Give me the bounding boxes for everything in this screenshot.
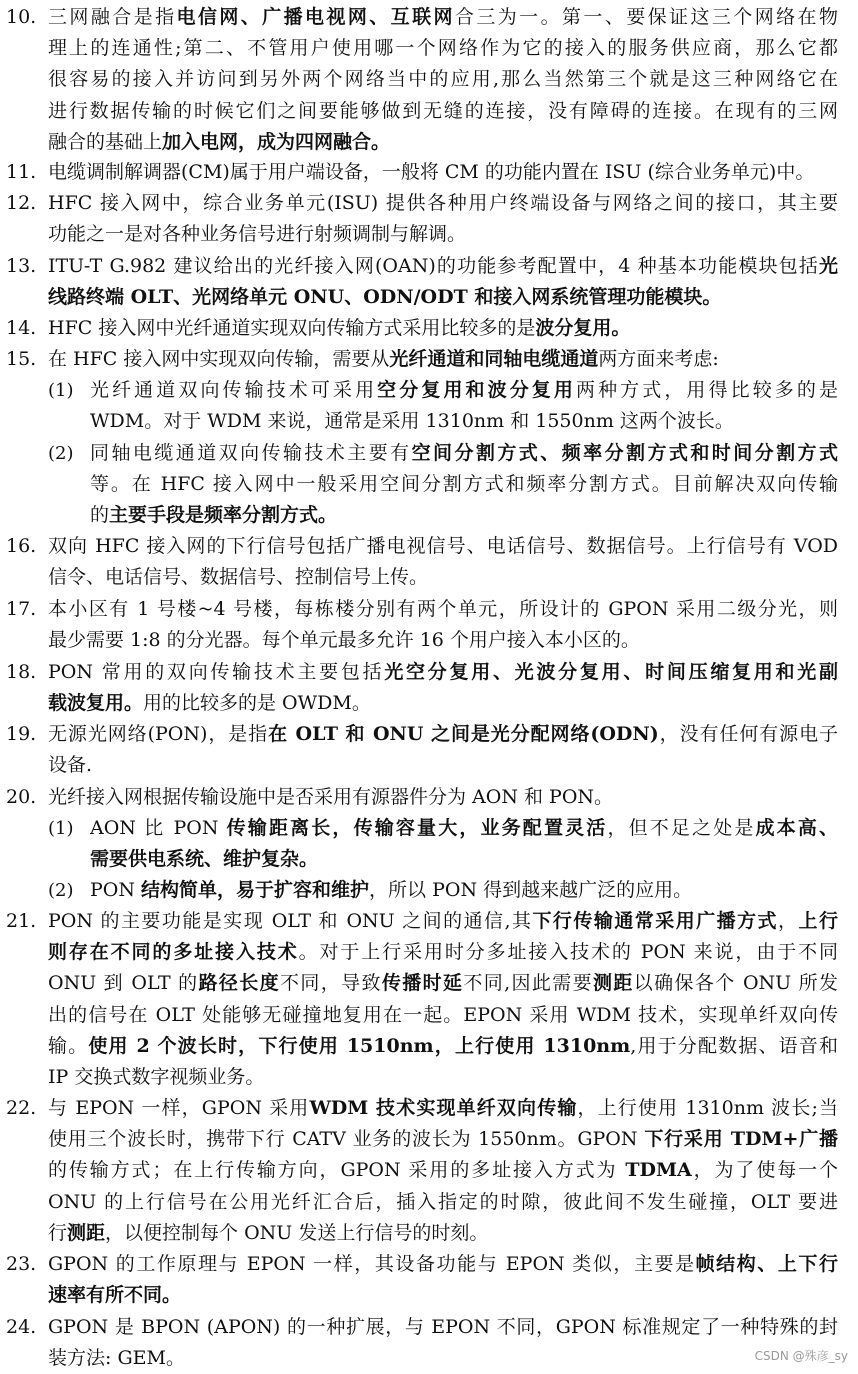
bold-text: 帧结构、上下行 bbox=[695, 1253, 838, 1275]
watermark: CSDN @殊彦_sy bbox=[754, 1349, 848, 1363]
bold-text: 测距 bbox=[67, 1221, 106, 1244]
text-segment: 行 bbox=[48, 1221, 68, 1244]
text-segment: 理上的连通性;第二、不管用户使用哪一个网络作为它的接入的服务供应商，那么它都 bbox=[48, 37, 838, 60]
text-segment: ONU 到 OLT 的 bbox=[48, 972, 199, 995]
text-segment: AON 比 PON bbox=[90, 817, 227, 839]
text-line bbox=[48, 1280, 838, 1311]
bold-text: 空分复用和波分复用 bbox=[377, 379, 576, 401]
text-line bbox=[48, 1093, 838, 1124]
text-line bbox=[48, 251, 838, 282]
text-segment: 在 HFC 接入网中实现双向传输，需要从 bbox=[48, 348, 390, 370]
text-line bbox=[48, 157, 838, 188]
bold-text: 速率有所不同。 bbox=[48, 1284, 182, 1307]
text-segment: IP 交换式数字视频业务。 bbox=[48, 1066, 265, 1088]
text-segment: PON bbox=[90, 879, 142, 901]
text-segment: PON 常用的双向传输技术主要包括 bbox=[48, 661, 385, 683]
text-line bbox=[90, 406, 838, 437]
list-item bbox=[0, 1249, 858, 1311]
text-segment: 光纤通道双向传输技术可采用 bbox=[90, 379, 378, 401]
item-number: 22. bbox=[6, 1097, 37, 1119]
text-line bbox=[48, 1218, 838, 1249]
bold-text: 成本高、 bbox=[755, 817, 838, 839]
item-number: 11. bbox=[6, 161, 37, 183]
text-segment: 最少需要 1:8 的分光器。每个单元最多允许 16 个用户接入本小区的。 bbox=[48, 629, 640, 652]
text-line bbox=[48, 1000, 838, 1031]
text-segment: 输。 bbox=[48, 1034, 89, 1057]
bold-text: 主要手段是频率分割方式。 bbox=[109, 504, 338, 527]
text-segment: 等。在 HFC 接入网中一般采用空间分割方式和频率分割方式。目前解决双向传输 bbox=[90, 473, 838, 496]
bold-text: 则存在不同的多址接入技术 bbox=[48, 941, 299, 964]
text-line bbox=[48, 719, 838, 750]
list-item bbox=[0, 782, 858, 813]
bold-text: 光 bbox=[818, 255, 838, 277]
bold-text: 下行传输通常采用广播方式 bbox=[532, 910, 779, 932]
item-number: 23. bbox=[6, 1253, 37, 1275]
text-line bbox=[90, 438, 838, 469]
text-line bbox=[90, 469, 838, 500]
text-line bbox=[90, 844, 838, 875]
item-number: 18. bbox=[6, 661, 37, 683]
bold-text: 空间分割方式、频率分割方式和时间分割方式 bbox=[411, 442, 838, 464]
text-line bbox=[48, 750, 838, 781]
text-segment: ITU-T G.982 建议给出的光纤接入网(OAN)的功能参考配置中，4 种基本功能模块包括 bbox=[48, 255, 819, 277]
text-line bbox=[90, 375, 838, 406]
bold-text: 光空分复用、光波分复用、时间压缩复用和光副 bbox=[384, 661, 838, 683]
text-segment: 出的信号在 OLT 处能够无碰撞地复用在一起。EPON 采用 WDM 技术，实现单纤双向传 bbox=[48, 1003, 838, 1026]
text-segment: 无源光网络(PON)，是指 bbox=[48, 723, 269, 745]
text-segment: 两种方式，用得比较多的是 bbox=[575, 379, 838, 401]
text-segment: 进行数据传输的时候它们之间要能够做到无缝的连接，没有障碍的连接。在现有的三网 bbox=[48, 99, 838, 122]
list-item bbox=[0, 2, 858, 158]
list-item bbox=[0, 313, 858, 344]
text-line bbox=[90, 813, 838, 844]
text-line bbox=[48, 1249, 838, 1280]
list-item bbox=[0, 251, 858, 313]
text-segment: 合三为一。第一、要保证这三个网络在物 bbox=[454, 6, 838, 28]
text-line bbox=[48, 1343, 838, 1374]
text-line bbox=[48, 968, 838, 999]
text-segment: ,用于分配数据、语音和 bbox=[630, 1034, 838, 1057]
text-segment: GPON 是 BPON (APON) 的一种扩展，与 EPON 不同，GPON 标准规定了一种特殊的封 bbox=[48, 1316, 838, 1338]
text-segment: ，没有任何有源电子 bbox=[658, 723, 838, 745]
text-line bbox=[48, 1062, 838, 1093]
bold-text: 光纤通道和同轴电缆通道 bbox=[389, 348, 599, 370]
item-number: 12. bbox=[6, 192, 37, 214]
bold-text: 使用 2 个波长时，下行使用 1510nm，上行使用 1310nm bbox=[88, 1034, 631, 1057]
text-line bbox=[48, 219, 838, 250]
text-line bbox=[48, 594, 838, 625]
text-line bbox=[48, 33, 838, 64]
text-line bbox=[48, 1155, 838, 1186]
bold-text: 需要供电系统、维护复杂。 bbox=[90, 848, 319, 871]
bold-text: 测距 bbox=[592, 972, 634, 995]
text-segment: 同轴电缆通道双向传输技术主要有 bbox=[90, 442, 412, 464]
text-line bbox=[48, 188, 838, 219]
bold-text: TDMA bbox=[625, 1159, 692, 1182]
text-segment: 功能之一是对各种业务信号进行射频调制与解调。 bbox=[48, 223, 467, 246]
bold-text: 路径长度 bbox=[198, 972, 280, 995]
bold-text: 在 OLT 和 ONU 之间是光分配网络(ODN) bbox=[268, 723, 659, 745]
text-segment: 。对于上行采用时分多址接入技术的 PON 来说，由于不同 bbox=[298, 941, 838, 964]
sub-item-number: (2) bbox=[48, 880, 74, 901]
item-number: 15. bbox=[6, 348, 37, 370]
item-number: 13. bbox=[6, 255, 37, 277]
text-segment: 本小区有 1 号楼~4 号楼，每栋楼分别有两个单元，所设计的 GPON 采用二级分光，则 bbox=[48, 598, 838, 620]
text-line bbox=[48, 937, 838, 968]
sub-item-number: (1) bbox=[48, 380, 74, 401]
sub-list-item bbox=[0, 438, 858, 532]
text-line bbox=[48, 906, 838, 937]
bold-text: 下行采用 TDM+广播 bbox=[644, 1128, 838, 1151]
text-line bbox=[90, 875, 838, 906]
text-segment: 信令、电话信号、数据信号、控制信号上传。 bbox=[48, 566, 429, 589]
bold-text: 线路终端 OLT、光网络单元 ONU、ODN/ODT 和接入网系统管理功能模块。 bbox=[48, 286, 722, 309]
item-number: 21. bbox=[6, 910, 37, 932]
text-segment: ，为了使每一个 bbox=[691, 1159, 838, 1182]
text-segment: ， bbox=[778, 910, 799, 932]
text-segment: 双向 HFC 接入网的下行信号包括广播电视信号、电话信号、数据信号。上行信号有 VOD bbox=[48, 535, 838, 557]
item-number: 20. bbox=[6, 786, 37, 808]
text-line bbox=[48, 344, 838, 375]
text-segment: WDM。对于 WDM 来说，通常是采用 1310nm 和 1550nm 这两个波长。 bbox=[90, 410, 734, 433]
text-line bbox=[90, 500, 838, 531]
bold-text: 波分复用。 bbox=[535, 317, 631, 339]
sub-item-number: (2) bbox=[48, 443, 74, 464]
list-item bbox=[0, 1312, 858, 1374]
text-line bbox=[48, 625, 838, 656]
sub-item-number: (1) bbox=[48, 818, 74, 839]
text-segment: ，以便控制每个 ONU 发送上行信号的时刻。 bbox=[105, 1221, 489, 1244]
text-line bbox=[48, 688, 838, 719]
text-segment: ，但不足之处是 bbox=[607, 817, 756, 839]
text-line bbox=[48, 96, 838, 127]
text-line bbox=[48, 782, 838, 813]
text-segment: PON 的主要功能是实现 OLT 和 ONU 之间的通信,其 bbox=[48, 910, 533, 932]
text-segment: ，所以 PON 得到越来越广泛的应用。 bbox=[369, 879, 693, 901]
sub-list-item bbox=[0, 375, 858, 437]
bold-text: WDM 技术实现单纤双向传输 bbox=[309, 1097, 578, 1119]
list-item bbox=[0, 531, 858, 593]
item-number: 16. bbox=[6, 535, 37, 557]
text-segment: 的传输方式；在上行传输方向，GPON 采用的多址接入方式为 bbox=[48, 1159, 626, 1182]
text-line bbox=[48, 1312, 838, 1343]
text-line bbox=[48, 562, 838, 593]
text-segment: 使用三个波长时，携带下行 CATV 业务的波长为 1550nm。GPON bbox=[48, 1128, 645, 1151]
bold-text: 传播时延 bbox=[381, 972, 464, 995]
text-segment: GPON 的工作原理与 EPON 一样，其设备功能与 EPON 类似，主要是 bbox=[48, 1253, 696, 1275]
text-segment: ONU 的上行信号在公用光纤汇合后，插入指定的时隙，彼此间不发生碰撞，OLT 要进 bbox=[48, 1190, 838, 1213]
text-segment: 与 EPON 一样，GPON 采用 bbox=[48, 1097, 310, 1119]
text-line bbox=[48, 313, 838, 344]
text-segment: 设备. bbox=[48, 754, 93, 777]
bold-text: 结构简单，易于扩容和维护 bbox=[141, 879, 370, 901]
text-segment: HFC 接入网中光纤通道实现双向传输方式采用比较多的是 bbox=[48, 317, 536, 339]
text-line bbox=[48, 127, 838, 158]
sub-list-item bbox=[0, 875, 858, 906]
list-item bbox=[0, 719, 858, 781]
list-item bbox=[0, 157, 858, 188]
bold-text: 电信网、广播电视网、互联网 bbox=[176, 6, 455, 28]
text-segment: 装方法: GEM。 bbox=[48, 1347, 185, 1370]
list-item bbox=[0, 344, 858, 375]
bold-text: 传输距离长，传输容量大，业务配置灵活 bbox=[226, 817, 608, 839]
text-line bbox=[48, 1187, 838, 1218]
text-segment: 两方面来考虑: bbox=[598, 348, 719, 370]
list-item bbox=[0, 1093, 858, 1249]
sub-list-item bbox=[0, 813, 858, 875]
list-item bbox=[0, 657, 858, 719]
text-segment: HFC 接入网中，综合业务单元(ISU) 提供各种用户终端设备与网络之间的接口，其主要 bbox=[48, 192, 838, 214]
text-segment: 光纤接入网根据传输设施中是否采用有源器件分为 AON 和 PON。 bbox=[48, 786, 614, 808]
text-line bbox=[48, 2, 838, 33]
text-segment: 三网融合是指 bbox=[48, 6, 177, 28]
text-line bbox=[48, 531, 838, 562]
item-number: 17. bbox=[6, 598, 37, 620]
item-number: 10. bbox=[6, 6, 37, 28]
list-item bbox=[0, 906, 858, 1093]
list-item bbox=[0, 594, 858, 656]
text-segment: 的 bbox=[90, 504, 110, 527]
text-segment: 以确保各个 ONU 所发 bbox=[633, 972, 838, 995]
text-segment: 不同,因此需要 bbox=[463, 972, 593, 995]
text-segment: 电缆调制解调器(CM)属于用户端设备，一般将 CM 的功能内置在 ISU (综合业务单元)中。 bbox=[48, 161, 815, 183]
item-number: 19. bbox=[6, 723, 37, 745]
item-number: 24. bbox=[6, 1316, 37, 1338]
list-item bbox=[0, 188, 858, 250]
text-line bbox=[48, 282, 838, 313]
bold-text: 载波复用。 bbox=[48, 692, 144, 715]
bold-text: 上行 bbox=[798, 910, 838, 932]
text-line bbox=[48, 1124, 838, 1155]
text-line bbox=[48, 64, 838, 95]
text-segment: 不同，导致 bbox=[279, 972, 382, 995]
text-segment: ，上行使用 1310nm 波长;当 bbox=[577, 1097, 838, 1119]
text-segment: 用的比较多的是 OWDM。 bbox=[143, 692, 371, 715]
text-line bbox=[48, 657, 838, 688]
item-number: 14. bbox=[6, 317, 37, 339]
text-segment: 很容易的接入并访问到另外两个网络当中的应用,那么当然第三个就是这三种网络它在 bbox=[48, 68, 838, 91]
text-line bbox=[48, 1031, 838, 1062]
text-segment: 融合的基础上 bbox=[48, 130, 163, 153]
bold-text: 加入电网，成为四网融合。 bbox=[162, 130, 391, 153]
